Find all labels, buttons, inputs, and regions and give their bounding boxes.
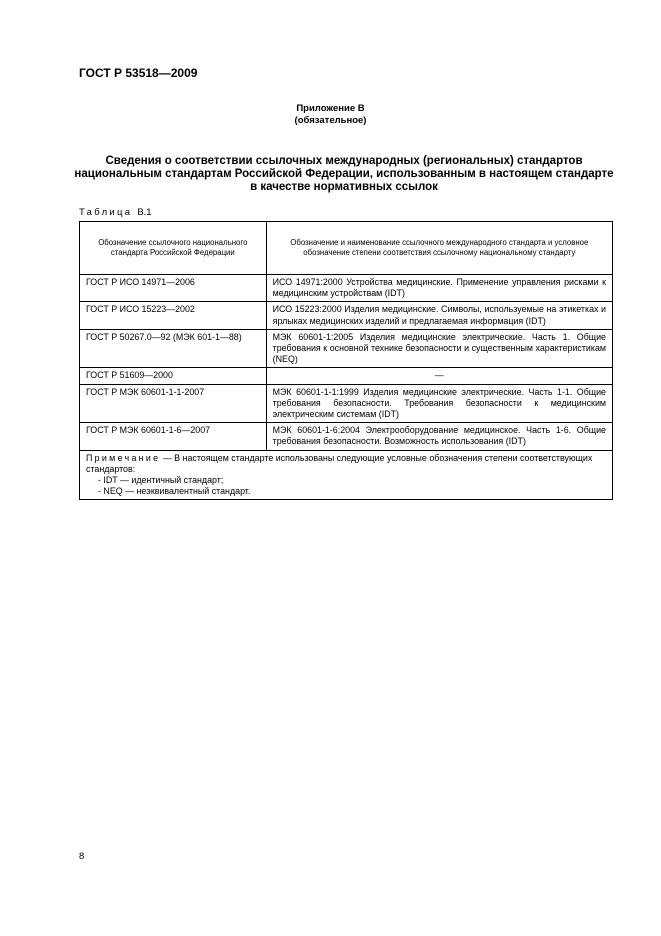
national-standard-cell: ГОСТ Р 51609—2000	[80, 368, 267, 384]
document-code: ГОСТ Р 53518—2009	[79, 66, 198, 80]
note-item: - NEQ — неэквивалентный стандарт.	[98, 486, 251, 497]
correspondence-table	[79, 221, 613, 500]
table-row	[80, 384, 613, 423]
international-standard-cell: МЭК 60601-1:2005 Изделия медицинские электрические. Часть 1. Общие требования к основной технике безопасности и существенным характеристикам (NEQ)	[266, 329, 612, 368]
table-row	[80, 275, 613, 302]
international-standard-cell: —	[266, 368, 612, 384]
header-national: Обозначение ссылочного национального стандарта Российской Федерации	[80, 222, 267, 275]
table-note	[80, 450, 613, 500]
national-standard-cell: ГОСТ Р ИСО 14971—2006	[80, 275, 267, 302]
table-row	[80, 368, 613, 384]
table-row	[80, 302, 613, 329]
appendix-title: Приложение В	[296, 103, 365, 114]
table-note-row	[80, 450, 613, 500]
note-item: - IDT — идентичный стандарт;	[98, 475, 224, 486]
note-body: — В настоящем стандарте использованы следующие условные обозначения степени соответствующих стандартов:	[86, 452, 593, 474]
note-text	[86, 453, 606, 475]
national-standard-cell: ГОСТ Р МЭК 60601-1-1-2007	[80, 384, 267, 423]
national-standard-cell: ГОСТ Р МЭК 60601-1-6—2007	[80, 423, 267, 450]
national-standard-cell: ГОСТ Р ИСО 15223—2002	[80, 302, 267, 329]
table-caption	[79, 207, 152, 218]
international-standard-cell: ИСО 15223:2000 Изделия медицинские. Символы, используемые на этикетках и ярлыках медицинских изделий и предлагаемая информация (IDT)	[266, 302, 612, 329]
table-row	[80, 423, 613, 450]
table-header-row	[80, 222, 613, 275]
page-number: 8	[79, 851, 85, 862]
table-caption-number: В.1	[137, 207, 152, 218]
table-row	[80, 329, 613, 368]
appendix-status: (обязательное)	[294, 115, 367, 126]
national-standard-cell: ГОСТ Р 50267.0—92 (МЭК 601-1—88)	[80, 329, 267, 368]
table-caption-label: Таблица	[79, 207, 133, 218]
note-label: Примечание	[86, 452, 161, 463]
section-title: Сведения о соответствии ссылочных международных (региональных) стандартов национальным стандартам Российской Федерации, использованным в настоящем стандарте в качестве нормативных ссылок	[74, 155, 614, 193]
international-standard-cell: ИСО 14971:2000 Устройства медицинские. Применение управления рисками к медицинским устройствам (IDT)	[266, 275, 612, 302]
header-international: Обозначение и наименование ссылочного международного стандарта и условное обозначение степени соответствия ссылочному национальному стандарту	[266, 222, 612, 275]
international-standard-cell: МЭК 60601-1-6:2004 Электрооборудование медицинское. Часть 1-6. Общие требования безопасности. Возможность использования (IDT)	[266, 423, 612, 450]
international-standard-cell: МЭК 60601-1-1:1999 Изделия медицинские электрические. Часть 1-1. Общие требования безопасности. Требования безопасности к медицинским электрическим системам (IDT)	[266, 384, 612, 423]
